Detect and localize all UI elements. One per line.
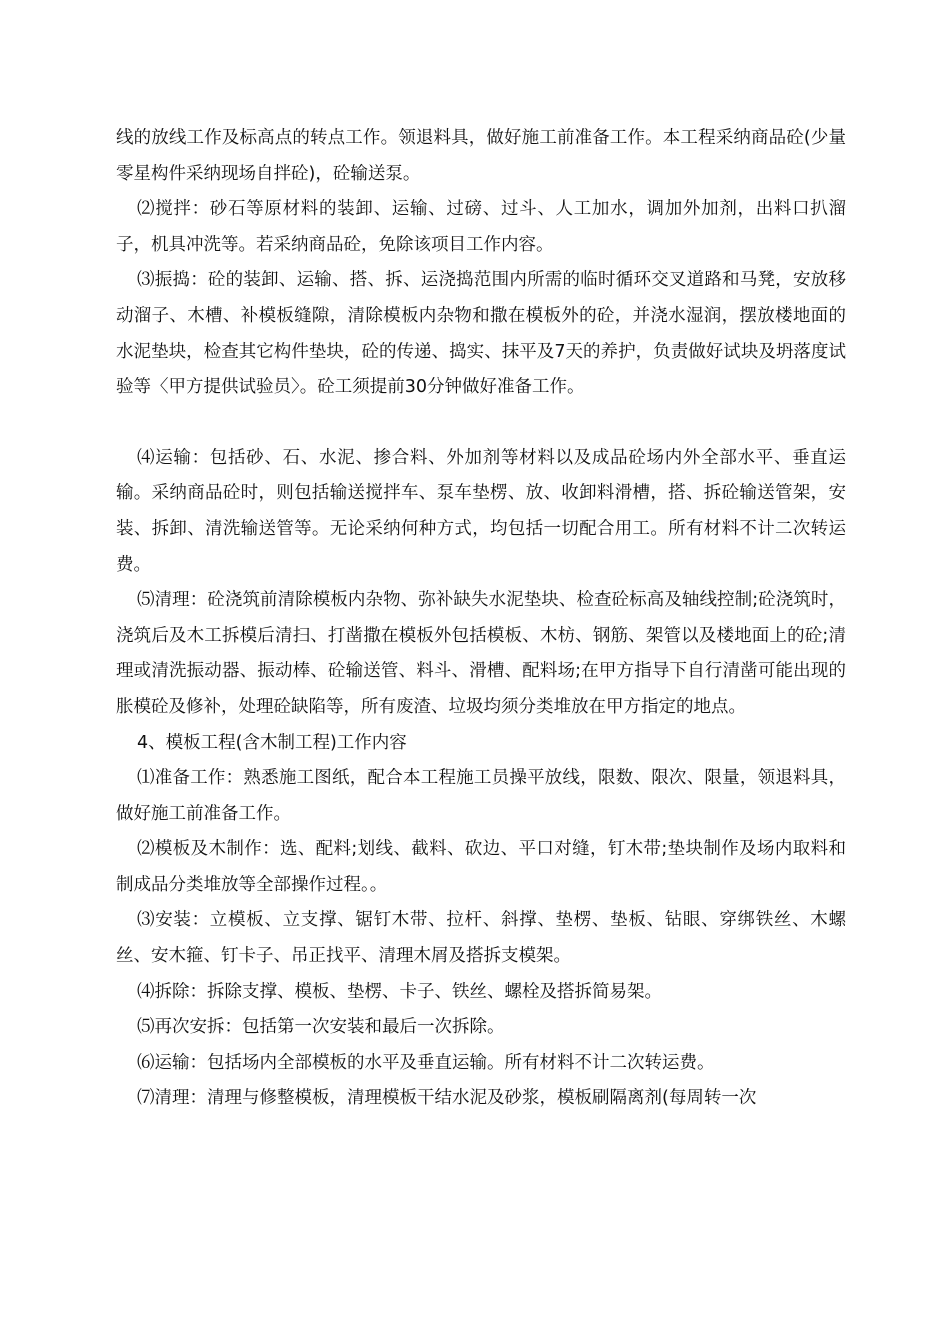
paragraph-formwork-prep: ⑴准备工作：熟悉施工图纸，配合本工程施工员操平放线，限数、限次、限量，领退料具，做好施工前准备工作。 bbox=[116, 768, 846, 824]
paragraph-formwork-cleanup: ⑺清理：清理与修整模板，清理模板干结水泥及砂浆，模板刷隔离剂(每周转一次 bbox=[137, 1088, 757, 1109]
paragraph-formwork-install: ⑶安装：立模板、立支撑、锯钉木带、拉杆、斜撑、垫楞、垫板、钻眼、穿绑铁丝、木螺丝、安木箍、钉卡子、吊正找平、清理木屑及搭拆支模架。 bbox=[116, 910, 846, 967]
paragraph-vibrating: ⑶振捣：砼的装卸、运输、搭、拆、运浇捣范围内所需的临时循环交叉道路和马凳，安放移动溜子、木槽、补模板缝隙，清除模板内杂物和撒在模板外的砼，并浇水湿润，摆放楼地面的水泥垫块，检查其它构件垫块，砼的传递、捣实、抹平及7天的养护，负责做好试块及坍落度试验等〈甲方提供试验员〉。砼工须提前30分钟做好准备工作。 bbox=[116, 270, 846, 398]
section-heading-formwork: 4、模板工程(含木制工程)工作内容 bbox=[137, 732, 407, 753]
paragraph-mixing: ⑵搅拌：砂石等原材料的装卸、运输、过磅、过斗、人工加水，调加外加剂，出料口扒溜子，机具冲洗等。若采纳商品砼，免除该项目工作内容。 bbox=[116, 199, 846, 255]
paragraph-transport: ⑷运输：包括砂、石、水泥、掺合料、外加剂等材料以及成品砼场内外全部水平、垂直运输。采纳商品砼时，则包括输送搅拌车、泵车垫楞、放、收卸料滑槽，搭、拆砼输送管架，安装、拆卸、清洗输送管等。无论采纳何种方式，均包括一切配合用工。所有材料不计二次转运费。 bbox=[116, 447, 846, 575]
paragraph-formwork-reinstall: ⑸再次安拆：包括第一次安装和最后一次拆除。 bbox=[137, 1017, 505, 1038]
paragraph-gap bbox=[116, 406, 846, 441]
paragraph-formwork-removal: ⑷拆除：拆除支撑、模板、垫楞、卡子、铁丝、螺栓及搭拆简易架。 bbox=[137, 981, 662, 1002]
document-body bbox=[116, 121, 846, 1117]
paragraph-cleanup: ⑸清理：砼浇筑前清除模板内杂物、弥补缺失水泥垫块、检查砼标高及轴线控制;砼浇筑时，浇筑后及木工拆模后清扫、打凿撒在模板外包括模板、木枋、钢筋、架管以及楼地面上的砼;清理或清洗振动器、振动棒、砼输送管、料斗、滑槽、配料场;在甲方指导下自行清凿可能出现的胀模砼及修补，处理砼缺陷等，所有废渣、垃圾均须分类堆放在甲方指定的地点。 bbox=[116, 590, 846, 717]
paragraph-formwork-making: ⑵模板及木制作：选、配料;划线、截料、砍边、平口对缝，钉木带;垫块制作及场内取料和制成品分类堆放等全部操作过程。。 bbox=[116, 839, 846, 895]
paragraph-concrete-prep-continued: 线的放线工作及标高点的转点工作。领退料具，做好施工前准备工作。本工程采纳商品砼(少量零星构件采纳现场自拌砼)，砼输送泵。 bbox=[116, 128, 846, 184]
paragraph-formwork-transport: ⑹运输：包括场内全部模板的水平及垂直运输。所有材料不计二次转运费。 bbox=[137, 1052, 715, 1073]
